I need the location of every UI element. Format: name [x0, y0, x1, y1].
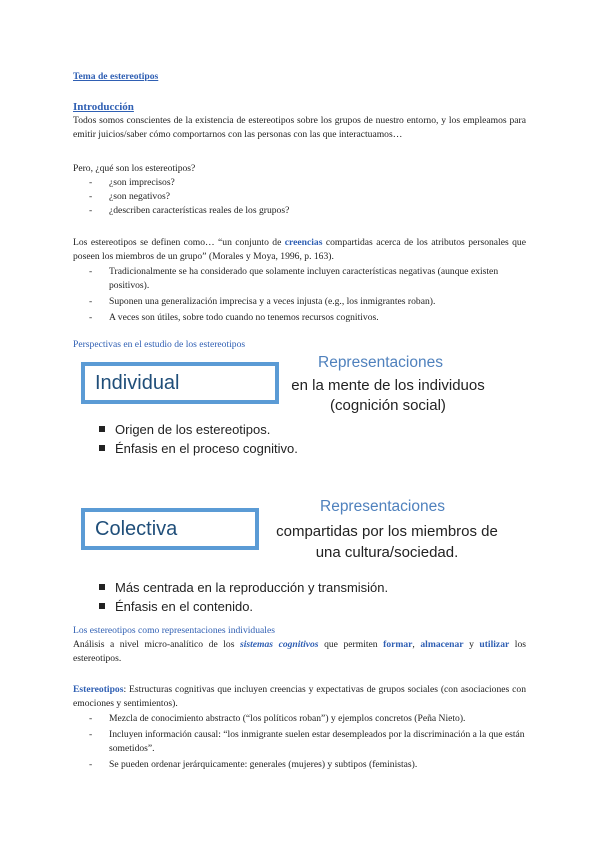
intro-heading: Introducción: [73, 101, 134, 113]
individual-section-heading: Los estereotipos como representaciones individuales: [73, 625, 275, 636]
list-item: Origen de los estereotipos.: [99, 420, 298, 439]
definition-paragraph: Los estereotipos se definen como… “un conjunto de creencias compartidas acerca de los atributos personales que poseen los miembros de un grupo” (Morales y Moya, 1996, p. 163).: [73, 237, 526, 262]
square-bullet-icon: [99, 584, 105, 590]
stereotypes-paragraph: Estereotipos: Estructuras cognitivas que incluyen creencias y expectativas de grupos sociales (con asociaciones con emociones y sentimientos).: [73, 684, 526, 709]
individual-bullets: [99, 420, 298, 458]
list-item: Énfasis en el contenido.: [99, 597, 388, 616]
collective-bullets: [99, 578, 388, 616]
list-item: - Suponen una generalización imprecisa y a veces injusta (e.g., los inmigrantes roban).: [89, 296, 436, 307]
list-item: Énfasis en el proceso cognitivo.: [99, 439, 298, 458]
individual-box-label: Individual: [95, 371, 180, 394]
individual-box: [81, 362, 279, 404]
list-item: - Tradicionalmente se ha considerado que solamente incluyen características negativas (aunque existen positivos).: [89, 266, 499, 291]
collective-box-label: Colectiva: [95, 517, 178, 540]
square-bullet-icon: [99, 603, 105, 609]
list-item: - Se pueden ordenar jerárquicamente: generales (mujeres) y subtipos (feministas).: [89, 759, 418, 770]
question-list: [89, 176, 290, 218]
list-item: - ¿describen características reales de los grupos?: [89, 205, 290, 216]
individual-rep-text: en la mente de los individuos (cognición social): [291, 377, 485, 414]
list-item: - A veces son útiles, sobre todo cuando no tenemos recursos cognitivos.: [89, 312, 379, 323]
stereotypes-list: [89, 712, 527, 772]
list-item: - ¿son imprecisos?: [89, 177, 175, 188]
individual-rep-heading: Representaciones: [318, 354, 443, 371]
list-item: - Incluyen información causal: “los inmigrante suelen estar desempleados por la discriminación a la que están sometidos”.: [89, 729, 525, 754]
collective-rep-text: compartidas por los miembros de una cultura/sociedad.: [276, 523, 498, 561]
collective-rep-heading: Representaciones: [320, 498, 445, 515]
perspectives-heading: Perspectivas en el estudio de los estereotipos: [73, 339, 246, 350]
definition-list: [89, 265, 527, 325]
document-title: Tema de estereotipos: [73, 71, 159, 82]
individual-section-paragraph: Análisis a nivel micro-analítico de los sistemas cognitivos que permiten formar, almacenar y utilizar los estereotipos.: [73, 639, 526, 664]
intro-question: Pero, ¿qué son los estereotipos?: [73, 163, 196, 174]
collective-box: [81, 508, 259, 550]
list-item: - ¿son negativos?: [89, 191, 171, 202]
list-item: Más centrada en la reproducción y transmisión.: [99, 578, 388, 597]
square-bullet-icon: [99, 426, 105, 432]
square-bullet-icon: [99, 445, 105, 451]
intro-paragraph: Todos somos conscientes de la existencia de estereotipos sobre los grupos de nuestro entorno, y los empleamos para emitir juicios/saber cómo comportarnos con las personas con las que interactuamos…: [73, 115, 526, 140]
list-item: - Mezcla de conocimiento abstracto (“los políticos roban”) y ejemplos concretos (Peña Nieto).: [89, 713, 466, 724]
